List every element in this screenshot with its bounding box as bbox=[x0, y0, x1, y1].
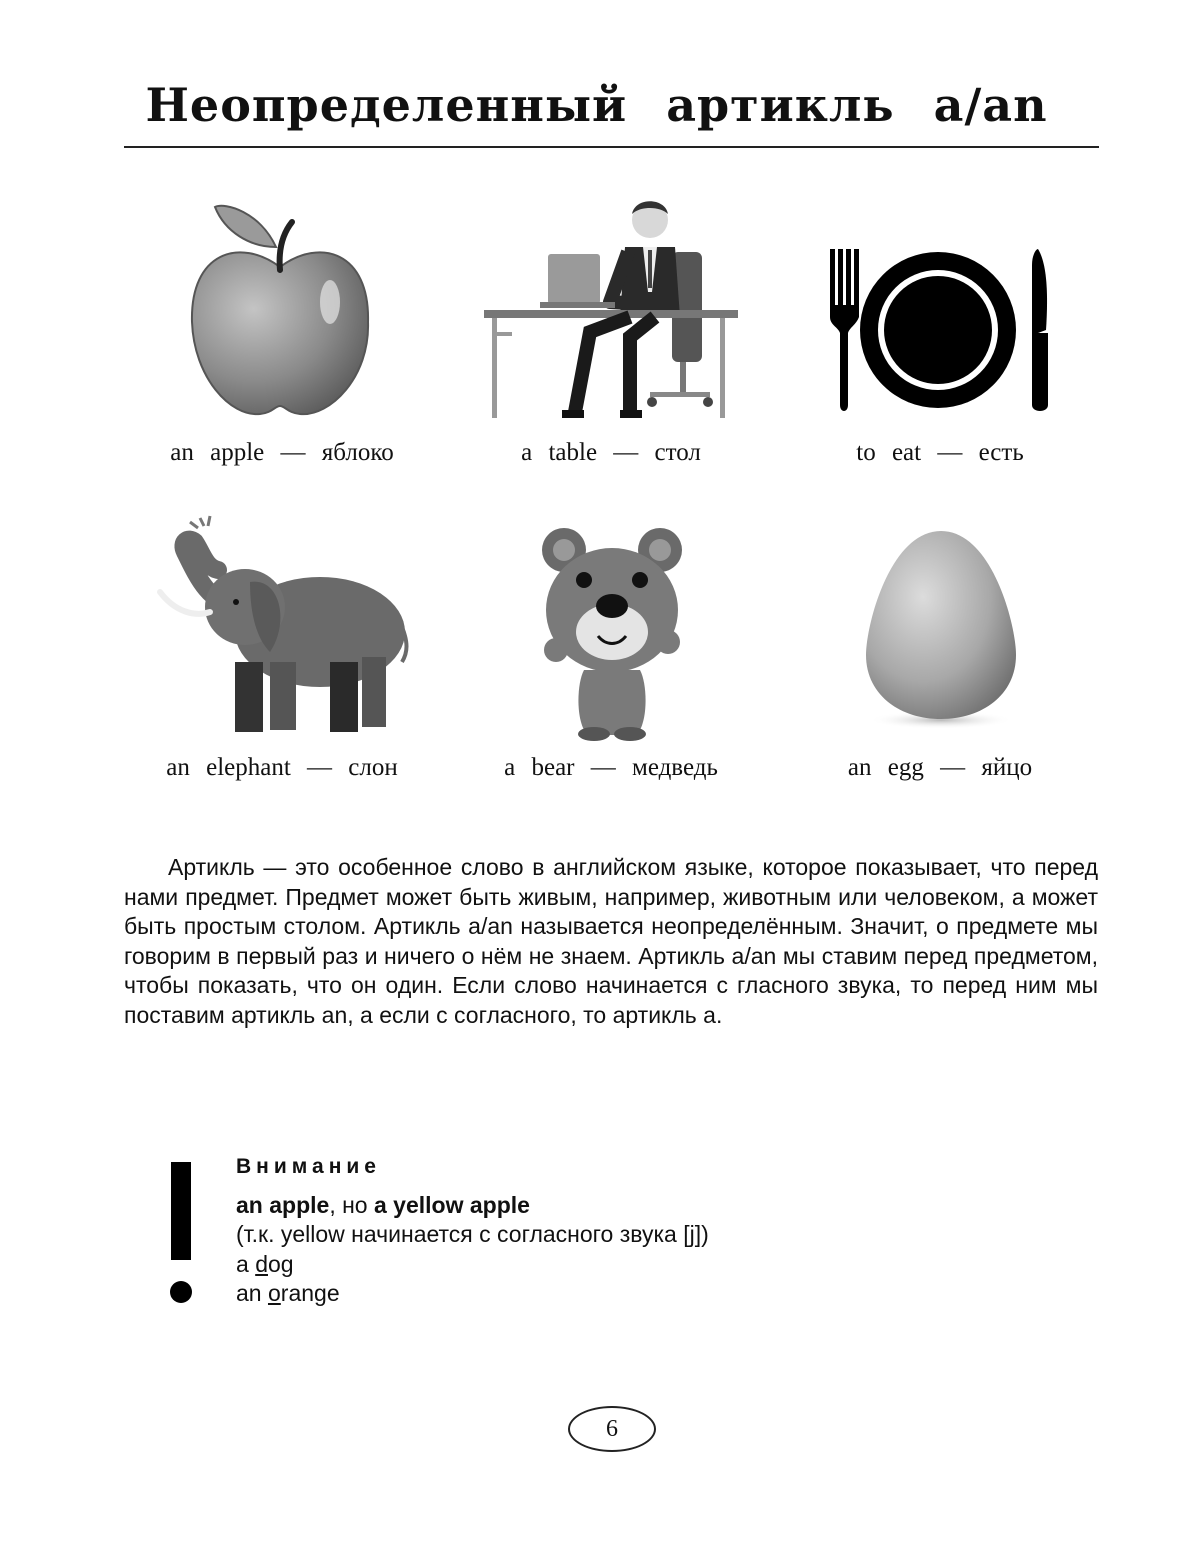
egg-icon bbox=[860, 525, 1022, 730]
vocab-caption-eat: to eat — есть bbox=[856, 439, 1024, 466]
note-explanation: (т.к. yellow начинается с согласного звука [j]) bbox=[236, 1221, 709, 1247]
vocab-caption-table: a table — стол bbox=[521, 439, 701, 466]
man-at-desk-icon bbox=[480, 192, 742, 422]
note-connector: , но bbox=[329, 1191, 374, 1218]
teddy-bear-icon bbox=[536, 520, 688, 742]
note-heading: Внимание bbox=[236, 1155, 381, 1178]
title-divider bbox=[124, 146, 1099, 148]
explanation-paragraph bbox=[124, 853, 1098, 1031]
exclamation-icon bbox=[170, 1162, 194, 1304]
page-title: Неопределенный артикль a/an bbox=[145, 78, 1048, 132]
attention-note bbox=[236, 1152, 709, 1309]
vocab-caption-apple: an apple — яблоко bbox=[170, 439, 394, 466]
vocab-caption-elephant: an elephant — слон bbox=[166, 754, 398, 781]
note-bold-phrase: an apple bbox=[236, 1191, 330, 1218]
paragraph-text: Артикль — это особенное слово в английском языке, которое показывает, что перед нами предмет. Предмет может быть живым, например, животным или человеком, а может быть простым столом. Артикль a/an называется неопределённым. Значит, о предмете мы говорим в первый раз и ничего о нём не знаем. Артикль a/an мы ставим перед предметом, чтобы показать, что он один. Если слово начинается с гласного звука, то перед ним мы поставим артикль an, а если с согласного, то артикль a. bbox=[124, 854, 1098, 1028]
note-bold-phrase-2: a yellow apple bbox=[373, 1191, 530, 1218]
note-example-orange: an orange bbox=[236, 1280, 340, 1306]
vocab-caption-bear: a bear — медведь bbox=[504, 754, 718, 781]
plate-fork-knife-icon bbox=[826, 245, 1052, 415]
note-example-dog: a dog bbox=[236, 1250, 294, 1277]
vocab-caption-egg: an egg — яйцо bbox=[847, 754, 1033, 781]
note-example-line bbox=[236, 1191, 709, 1221]
elephant-icon bbox=[140, 512, 410, 737]
apple-icon bbox=[180, 192, 380, 422]
page-number: 6 bbox=[568, 1406, 656, 1452]
